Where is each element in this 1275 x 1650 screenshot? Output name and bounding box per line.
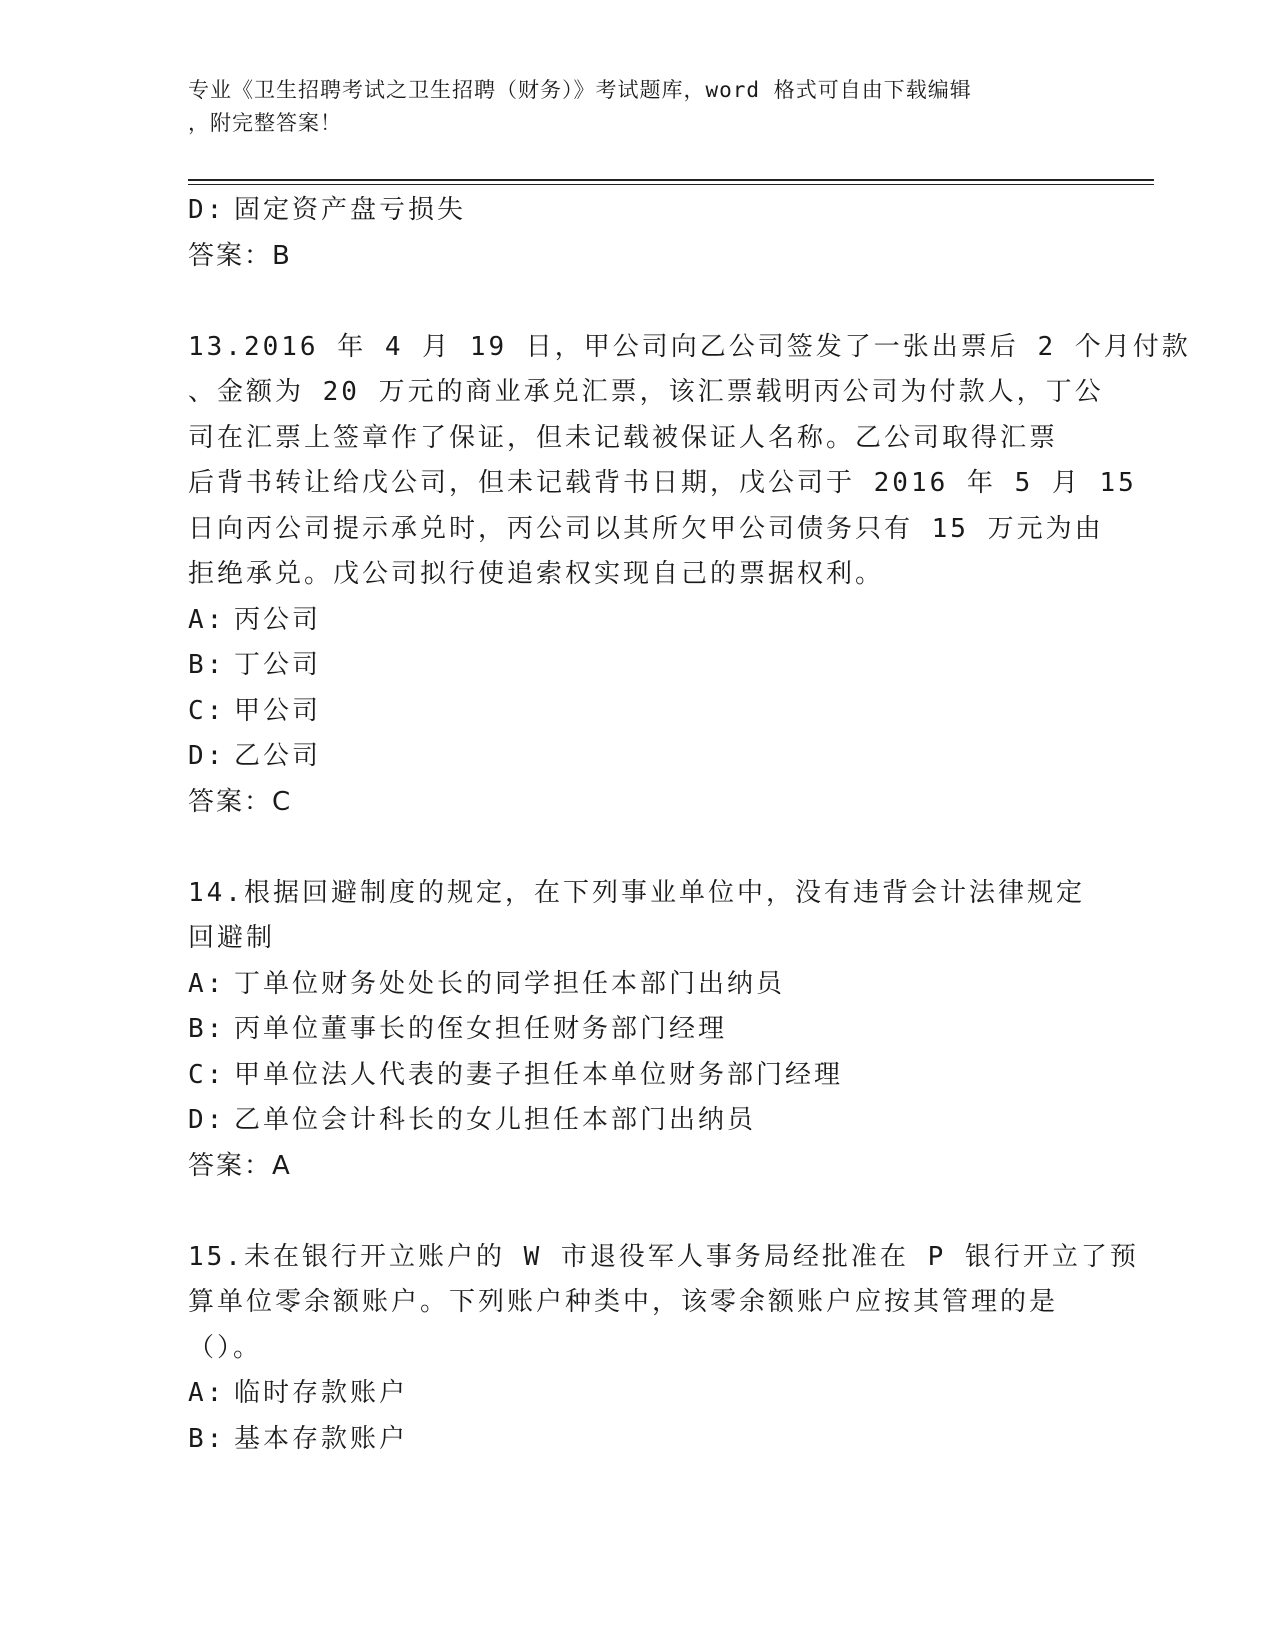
q12-answer: 答案：B bbox=[188, 240, 292, 271]
q15-line: 算单位零余额账户。下列账户种类中，该零余额账户应按其管理的是 bbox=[188, 1287, 1059, 1317]
q13-option-a bbox=[188, 598, 1088, 644]
q14-option-b bbox=[188, 1007, 1088, 1053]
q13-line: 、金额为 20 万元的商业承兑汇票，该汇票载明丙公司为付款人，丁公 bbox=[188, 377, 1104, 407]
q13-option-d bbox=[188, 734, 1088, 780]
document-header bbox=[188, 74, 1068, 140]
q14-line: 回避制 bbox=[188, 923, 276, 953]
spacer bbox=[188, 825, 1088, 871]
document-body bbox=[188, 188, 1191, 1462]
option-label: D: bbox=[188, 1105, 226, 1135]
q14-question bbox=[188, 871, 1088, 962]
q14-line: 14.根据回避制度的规定，在下列事业单位中，没有违背会计法律规定 bbox=[188, 877, 1085, 908]
option-label: C: bbox=[188, 695, 226, 726]
q15-line: （）。 bbox=[188, 1332, 263, 1363]
option-text: 丁单位财务处处长的同学担任本部门出纳员 bbox=[234, 968, 786, 999]
q13-line: 日向丙公司提示承兑时，丙公司以其所欠甲公司债务只有 15 万元为由 bbox=[188, 513, 1104, 544]
option-label: C: bbox=[188, 1059, 226, 1090]
q15-question bbox=[188, 1235, 1139, 1372]
option-text: 丁公司 bbox=[234, 650, 322, 680]
q13-line: 后背书转让给戊公司，但未记载背书日期，戊公司于 2016 年 5 月 15 bbox=[188, 468, 1137, 498]
option-text: 基本存款账户 bbox=[234, 1423, 409, 1454]
spacer bbox=[188, 1189, 1088, 1235]
header-line-1: 专业《卫生招聘考试之卫生招聘（财务）》考试题库，word 格式可自由下载编辑 bbox=[188, 78, 972, 102]
q13-question bbox=[188, 325, 1191, 598]
q13-line: 拒绝承兑。戊公司拟行使追索权实现自己的票据权利。 bbox=[188, 559, 885, 589]
q15-option-a bbox=[188, 1371, 1088, 1417]
option-label: B: bbox=[188, 1014, 226, 1044]
q14-answer: 答案：A bbox=[188, 1150, 292, 1181]
option-label: A: bbox=[188, 1378, 226, 1408]
option-text: 临时存款账户 bbox=[234, 1378, 409, 1408]
option-label: B: bbox=[188, 650, 226, 680]
q14-option-d bbox=[188, 1098, 1088, 1144]
option-label: A: bbox=[188, 968, 226, 999]
q12-option-d bbox=[188, 188, 1088, 234]
header-divider-thick bbox=[188, 179, 1154, 181]
option-text: 乙单位会计科长的女儿担任本部门出纳员 bbox=[234, 1105, 757, 1135]
header-divider-thin bbox=[188, 184, 1154, 185]
option-label: D: bbox=[188, 195, 226, 225]
option-text: 丙公司 bbox=[234, 604, 322, 635]
q15-line: 15.未在银行开立账户的 W 市退役军人事务局经批准在 P 银行开立了预 bbox=[188, 1241, 1139, 1272]
q13-line: 13.2016 年 4 月 19 日，甲公司向乙公司签发了一张出票后 2 个月付款 bbox=[188, 331, 1191, 362]
q13-option-c bbox=[188, 689, 1088, 735]
option-text: 丙单位董事长的侄女担任财务部门经理 bbox=[234, 1014, 728, 1044]
q13-option-b bbox=[188, 643, 1088, 689]
q14-option-c bbox=[188, 1053, 1088, 1099]
option-text: 固定资产盘亏损失 bbox=[234, 195, 467, 225]
option-text: 甲单位法人代表的妻子担任本单位财务部门经理 bbox=[234, 1059, 844, 1090]
option-label: B: bbox=[188, 1423, 226, 1454]
q13-line: 司在汇票上签章作了保证，但未记载被保证人名称。乙公司取得汇票 bbox=[188, 422, 1059, 453]
q13-answer: 答案：C bbox=[188, 786, 293, 817]
q15-option-b bbox=[188, 1417, 1088, 1463]
option-label: D: bbox=[188, 741, 226, 771]
option-text: 乙公司 bbox=[234, 741, 322, 771]
q14-option-a bbox=[188, 962, 1088, 1008]
header-line-2: ，附完整答案！ bbox=[188, 111, 342, 135]
option-text: 甲公司 bbox=[234, 695, 322, 726]
spacer bbox=[188, 279, 1088, 325]
option-label: A: bbox=[188, 604, 226, 635]
